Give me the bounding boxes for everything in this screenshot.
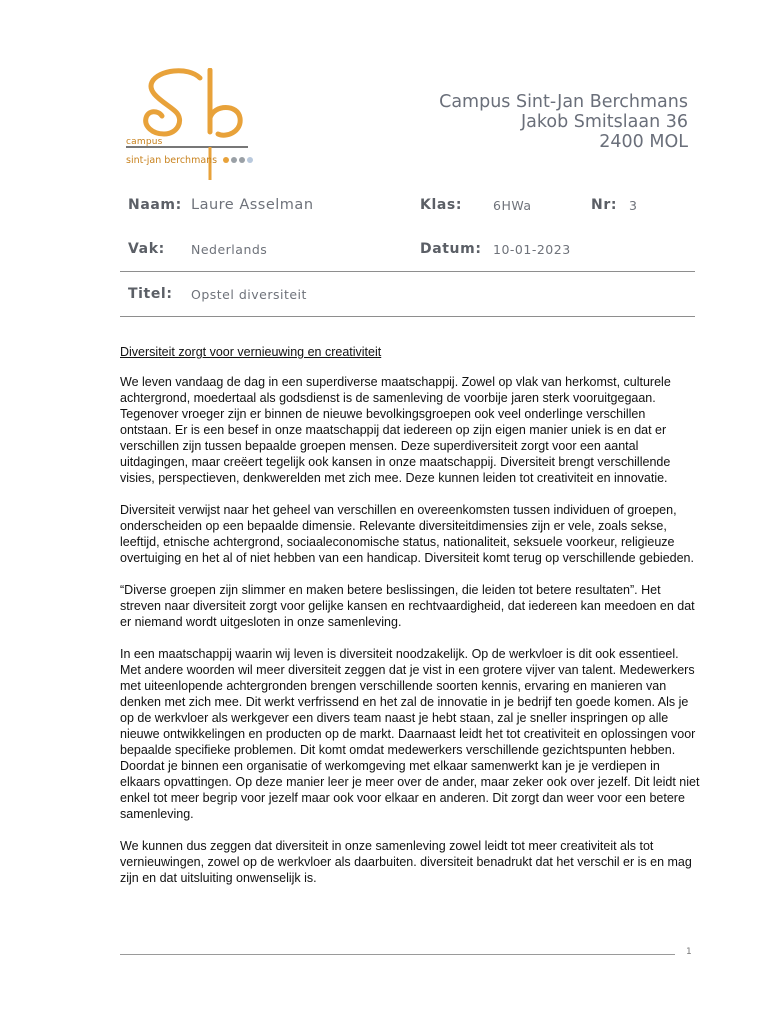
address-line-campus: Campus Sint-Jan Berchmans bbox=[439, 92, 688, 112]
essay-paragraph: We leven vandaag de dag in een superdiverse maatschappij. Zowel op vlak van herkomst, culturele achtergrond, moedertaal als godsdienst is de samenleving de voorbije jaren sterk vooruitgegaan. Tegenover vroeger zijn er binnen de nieuwe bevolkingsgroepen ook veel onderlinge verschillen ontstaan. Er is een besef in onze maatschappij dat iedereen op zijn eigen manier uniek is en dat er verschillen zijn tussen bepaalde groepen mensen. Deze superdiversiteit zorgt voor een aantal uitdagingen, maar creëert tegelijk ook kansen in onze maatschappij. Diversiteit brengt verschillende visies, perspectieven, denkwerelden met zich mee. Deze kunnen leiden tot creativiteit en innovatie. bbox=[120, 375, 671, 485]
footer-divider bbox=[120, 954, 675, 955]
datum-value: 10-01-2023 bbox=[493, 242, 571, 257]
titel-label: Titel: bbox=[128, 286, 173, 302]
nr-value: 3 bbox=[629, 198, 638, 213]
nr-label: Nr: bbox=[591, 197, 618, 213]
page-number: 1 bbox=[686, 947, 692, 957]
essay-title: Diversiteit zorgt voor vernieuwing en creativiteit bbox=[120, 345, 382, 359]
logo-word-name: sint-jan berchmans bbox=[126, 155, 218, 166]
essay-paragraph: Diversiteit verwijst naar het geheel van verschillen en overeenkomsten tussen individuen of groepen, onderscheiden op een bepaalde dimensie. Relevante diversiteitdimensies zijn er vele, zoals sekse, leeftijd, etnische achtergrond, sociaaleconomische status, nationaliteit, seksuele voorkeur, religieuze overtuiging en het al of niet hebben van een handicap. Diversiteit komt terug op verschillende gebieden. bbox=[120, 503, 694, 565]
klas-label: Klas: bbox=[420, 197, 463, 213]
logo-b-shape bbox=[210, 70, 240, 135]
naam-label: Naam: bbox=[128, 197, 182, 213]
logo-dot bbox=[223, 157, 229, 163]
vak-label: Vak: bbox=[128, 241, 165, 257]
essay-paragraph: “Diverse groepen zijn slimmer en maken betere beslissingen, die leiden tot betere resultaten”. Het streven naar diversiteit zorgt voor gelijke kansen en rechtvaardigheid, dat iedereen kan meedoen en dat er niemand wordt uitgesloten in onze samenleving. bbox=[120, 583, 695, 629]
essay-paragraph: We kunnen dus zeggen dat diversiteit in onze samenleving zowel leidt tot meer creativiteit als tot vernieuwingen, zowel op de werkvloer als daarbuiten. diversiteit benadrukt dat het verschil er is en mag zijn en dat uitsluiting onwenselijk is. bbox=[120, 839, 692, 885]
logo-s-shape bbox=[146, 71, 200, 134]
address-line-street: Jakob Smitslaan 36 bbox=[520, 112, 688, 132]
school-logo bbox=[118, 68, 258, 184]
title-divider bbox=[120, 316, 695, 317]
klas-value: 6HWa bbox=[493, 198, 532, 213]
logo-dot bbox=[231, 157, 237, 163]
titel-value: Opstel diversiteit bbox=[191, 287, 307, 302]
logo-dot bbox=[247, 157, 253, 163]
essay-paragraph: In een maatschappij waarin wij leven is diversiteit noodzakelijk. Op de werkvloer is dit ook essentieel. Met andere woorden wil meer diversiteit zeggen dat je vist in een grotere vijver van talent. Medewerkers met uiteenlopende achtergronden brengen verschillende soorten kennis, ervaring en manieren van denken met zich mee. Dit werkt verfrissend en het zal de innovatie in je bedrijf ten goede komen. Als je op de werkvloer als werkgever een divers team naast je hebt staan, zal je sneller inspringen op alle nieuwe ontwikkelingen en producten op de markt. Daarnaast leidt het tot creativiteit en oplossingen voor bepaalde specifieke problemen. Dit komt omdat medewerkers verschillende gezichtspunten hebben. Doordat je binnen een organisatie of werkomgeving met elkaar samenwerkt kan je je verdiepen in elkaars opvattingen. Op deze manier leer je meer over de ander, maar zeker ook over jezelf. Dit leidt niet enkel tot meer begrip voor jezelf maar ook voor elkaar en anderen. Dit zorgt dan weer voor een betere samenleving. bbox=[120, 647, 700, 821]
vak-value: Nederlands bbox=[191, 242, 268, 257]
address-line-city: 2400 MOL bbox=[599, 132, 688, 152]
naam-value: Laure Asselman bbox=[191, 197, 314, 213]
essay-body bbox=[120, 344, 700, 902]
datum-label: Datum: bbox=[420, 241, 482, 257]
logo-dot bbox=[239, 157, 245, 163]
logo-word-campus: campus bbox=[126, 137, 163, 147]
school-address bbox=[439, 92, 688, 152]
header-divider bbox=[120, 271, 695, 272]
